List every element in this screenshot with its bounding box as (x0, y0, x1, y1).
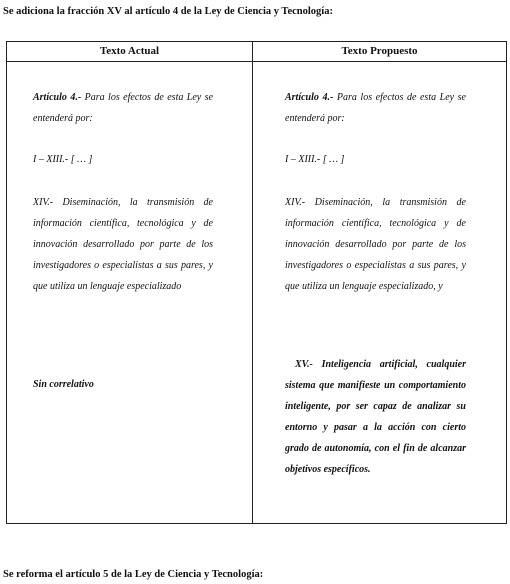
amendment-heading-article-5: Se reforma el artículo 5 de la Ley de Ciencia y Tecnología: (3, 569, 264, 580)
amendment-heading-article-4: Se adiciona la fracción XV al artículo 4 de la Ley de Ciencia y Tecnología: (3, 6, 333, 17)
header-current-text: Texto Actual (99, 45, 160, 57)
current-article-label: Artículo 4.- (33, 92, 82, 103)
current-article-intro (33, 87, 213, 129)
column-divider (252, 42, 253, 523)
header-divider (7, 61, 506, 62)
proposed-article-intro (285, 87, 466, 129)
proposed-fraction-range: I – XIII.- [ … ] (285, 154, 345, 165)
current-no-correlative: Sin correlativo (33, 379, 94, 390)
proposed-article-label: Artículo 4.- (285, 92, 334, 103)
current-fraction-xiv: XIV.- Diseminación, la transmisión de información científica, tecnológica y de innovación desarrollado por parte de los investigadores o especialistas a sus pares, y que utiliza un lenguaje especializado (33, 197, 213, 292)
proposed-fraction-xiv: XIV.- Diseminación, la transmisión de información científica, tecnológica y de innovación desarrollado por parte de los investigadores o especialistas a sus pares, y que utiliza un lenguaje especializado, y (285, 197, 466, 292)
header-proposed-text: Texto Propuesto (341, 45, 418, 57)
proposed-article-text: Para los efectos de esta Ley se entenderá por: (285, 92, 466, 124)
current-fraction-range: I – XIII.- [ … ] (33, 154, 93, 165)
comparison-table (6, 41, 507, 524)
current-article-text: Para los efectos de esta Ley se entenderá por: (33, 92, 213, 124)
proposed-fraction-xv: XV.- Inteligencia artificial, cualquier sistema que manifieste un comportamiento inteligente, por ser capaz de analizar su entorno y pasar a la acción con cierto grado de autonomía, con el fin de alcanzar objetivos específicos. (285, 359, 466, 475)
